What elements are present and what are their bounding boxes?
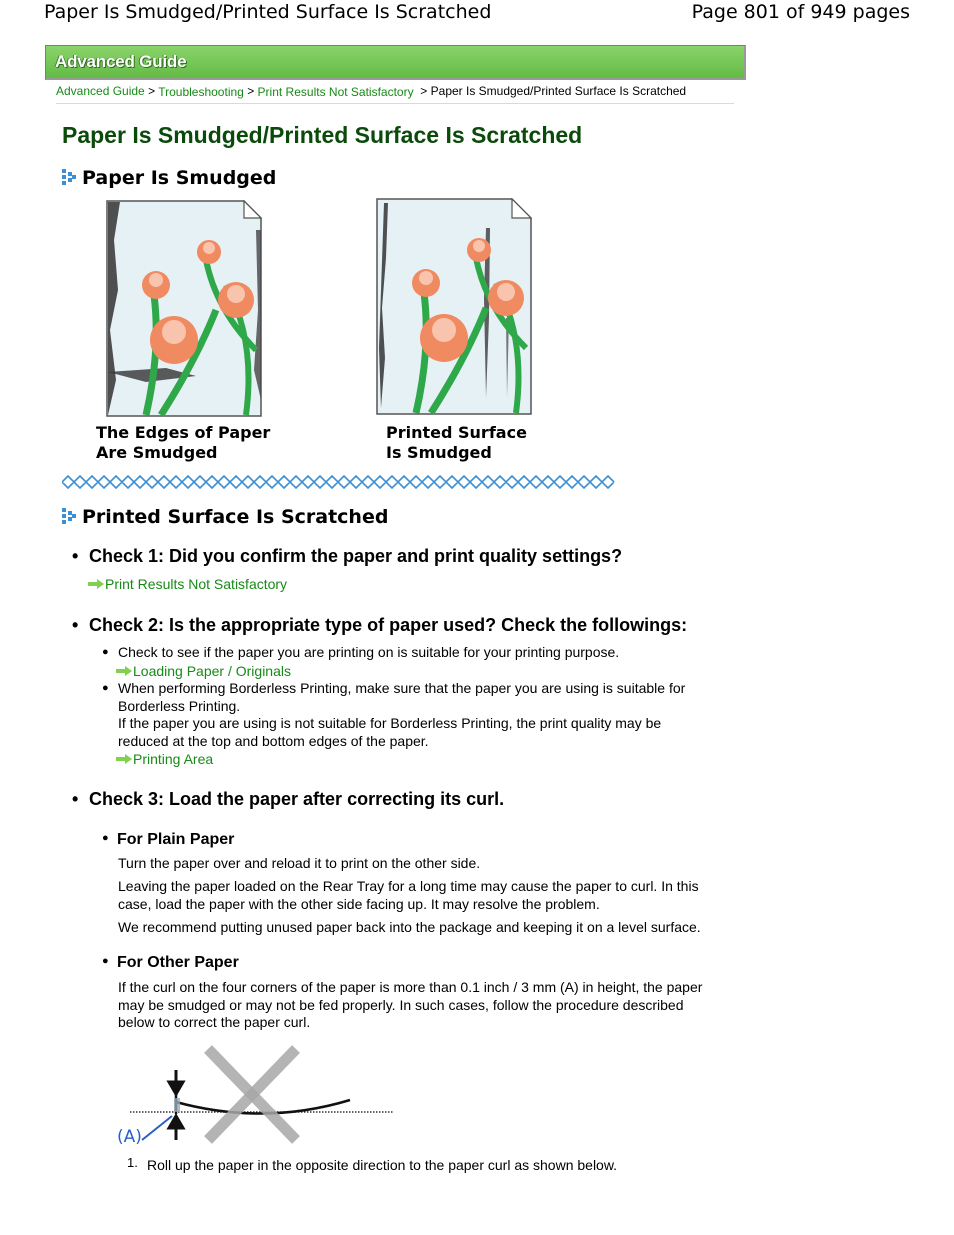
link-arrow-icon [116, 754, 132, 764]
check-label: Check 2: Is the appropriate type of paper used? Check the followings: [89, 615, 688, 635]
check-2-bullet-1 [102, 644, 712, 662]
subheading-text: For Other Paper [117, 954, 239, 971]
subheading-text: For Plain Paper [117, 831, 235, 848]
bullet-dot: ● [102, 682, 109, 694]
plain-paper-paragraph-3 [118, 919, 718, 937]
step-1 [127, 1157, 617, 1173]
section-marker-icon [62, 507, 76, 525]
page-header-title: Paper Is Smudged/Printed Surface Is Scratched [44, 1, 492, 23]
caption-line: Printed Surface [386, 423, 527, 442]
link-text[interactable]: Printing Area [133, 751, 214, 767]
section-marker-icon [62, 168, 76, 186]
caption-line: The Edges of Paper [96, 423, 271, 442]
bullet-text: Check to see if the paper you are printing on is suitable for your printing purpose. [118, 644, 620, 660]
link-text[interactable]: Print Results Not Satisfactory [105, 576, 288, 592]
link-arrow-icon [88, 579, 104, 589]
paragraph-line: If the curl on the four corners of the paper is more than 0.1 inch / 3 mm (A) in height, the paper [118, 979, 703, 995]
subheading-plain-paper [102, 831, 234, 849]
breadcrumb-separator: > [247, 84, 255, 98]
link-printing-area[interactable] [116, 751, 213, 767]
caption-line: Is Smudged [386, 443, 492, 462]
check-label: Check 1: Did you confirm the paper and print quality settings? [89, 546, 623, 566]
link-print-results[interactable] [88, 576, 287, 592]
advanced-guide-banner [45, 45, 746, 80]
section-heading-smudged [62, 166, 276, 189]
caption-edges-smudged [96, 423, 270, 463]
paragraph-line: Turn the paper over and reload it to print on the other side. [118, 855, 481, 871]
surface-smudged-illustration [376, 198, 532, 416]
breadcrumb-current: Paper Is Smudged/Printed Surface Is Scratched [430, 84, 687, 98]
bullet-text: If the paper you are using is not suitable for Borderless Printing, the print quality may be [118, 715, 662, 731]
check-3-heading [72, 789, 504, 810]
check-label: Check 3: Load the paper after correcting its curl. [89, 789, 505, 809]
check-2-bullet-2 [102, 680, 712, 750]
paragraph-line: case, load the paper with the other side facing up. It may resolve the problem. [118, 895, 600, 912]
check-2-heading [72, 615, 687, 636]
page-title: Paper Is Smudged/Printed Surface Is Scratched [62, 122, 583, 148]
section-heading-text: Printed Surface Is Scratched [82, 506, 389, 528]
bullet-dot: ● [102, 832, 109, 844]
plain-paper-paragraph-2 [118, 878, 718, 913]
link-loading-paper[interactable] [116, 663, 291, 679]
link-arrow-icon [116, 666, 132, 676]
bullet-text: Borderless Printing. [118, 697, 241, 714]
paper-curl-figure [114, 1044, 396, 1148]
plain-paper-paragraph-1 [118, 855, 718, 873]
check-1-heading [72, 546, 622, 567]
figure-label-a: (A) [117, 1127, 142, 1147]
paragraph-line: Leaving the paper loaded on the Rear Tray for a long time may cause the paper to curl. In this [118, 878, 699, 894]
link-text[interactable]: Loading Paper / Originals [133, 663, 291, 679]
caption-line: Are Smudged [96, 443, 218, 462]
step-text: Roll up the paper in the opposite direction to the paper curl as shown below. [147, 1157, 618, 1173]
paragraph-line: We recommend putting unused paper back into the package and keeping it on a level surface. [118, 919, 701, 935]
bullet-text: reduced at the top and bottom edges of the paper. [118, 732, 429, 749]
page-number: Page 801 of 949 pages [691, 1, 910, 23]
edges-smudged-illustration [106, 200, 262, 418]
breadcrumb-separator: > [420, 84, 428, 98]
breadcrumb-print-results[interactable]: Print Results Not Satisfactory [257, 85, 414, 99]
breadcrumb-advanced-guide[interactable]: Advanced Guide [56, 84, 145, 98]
section-heading-scratched [62, 505, 388, 528]
breadcrumb-troubleshooting[interactable]: Troubleshooting [158, 85, 244, 99]
paragraph-line: below to correct the paper curl. [118, 1014, 311, 1030]
breadcrumb [56, 84, 734, 104]
bullet-dot: ● [102, 646, 109, 658]
subheading-other-paper [102, 954, 239, 972]
section-heading-text: Paper Is Smudged [82, 167, 277, 189]
other-paper-paragraph [118, 979, 718, 1032]
paragraph-line: may be smudged or may not be fed properly. In such cases, follow the procedure described [118, 996, 684, 1013]
zigzag-divider [62, 475, 615, 489]
bullet-dot: ● [102, 955, 109, 967]
step-number: 1. [127, 1155, 138, 1170]
caption-surface-smudged [386, 423, 527, 463]
banner-label: Advanced Guide [55, 52, 187, 71]
bullet-text: When performing Borderless Printing, make sure that the paper you are using is suitable for [118, 680, 686, 696]
breadcrumb-separator: > [148, 84, 156, 98]
